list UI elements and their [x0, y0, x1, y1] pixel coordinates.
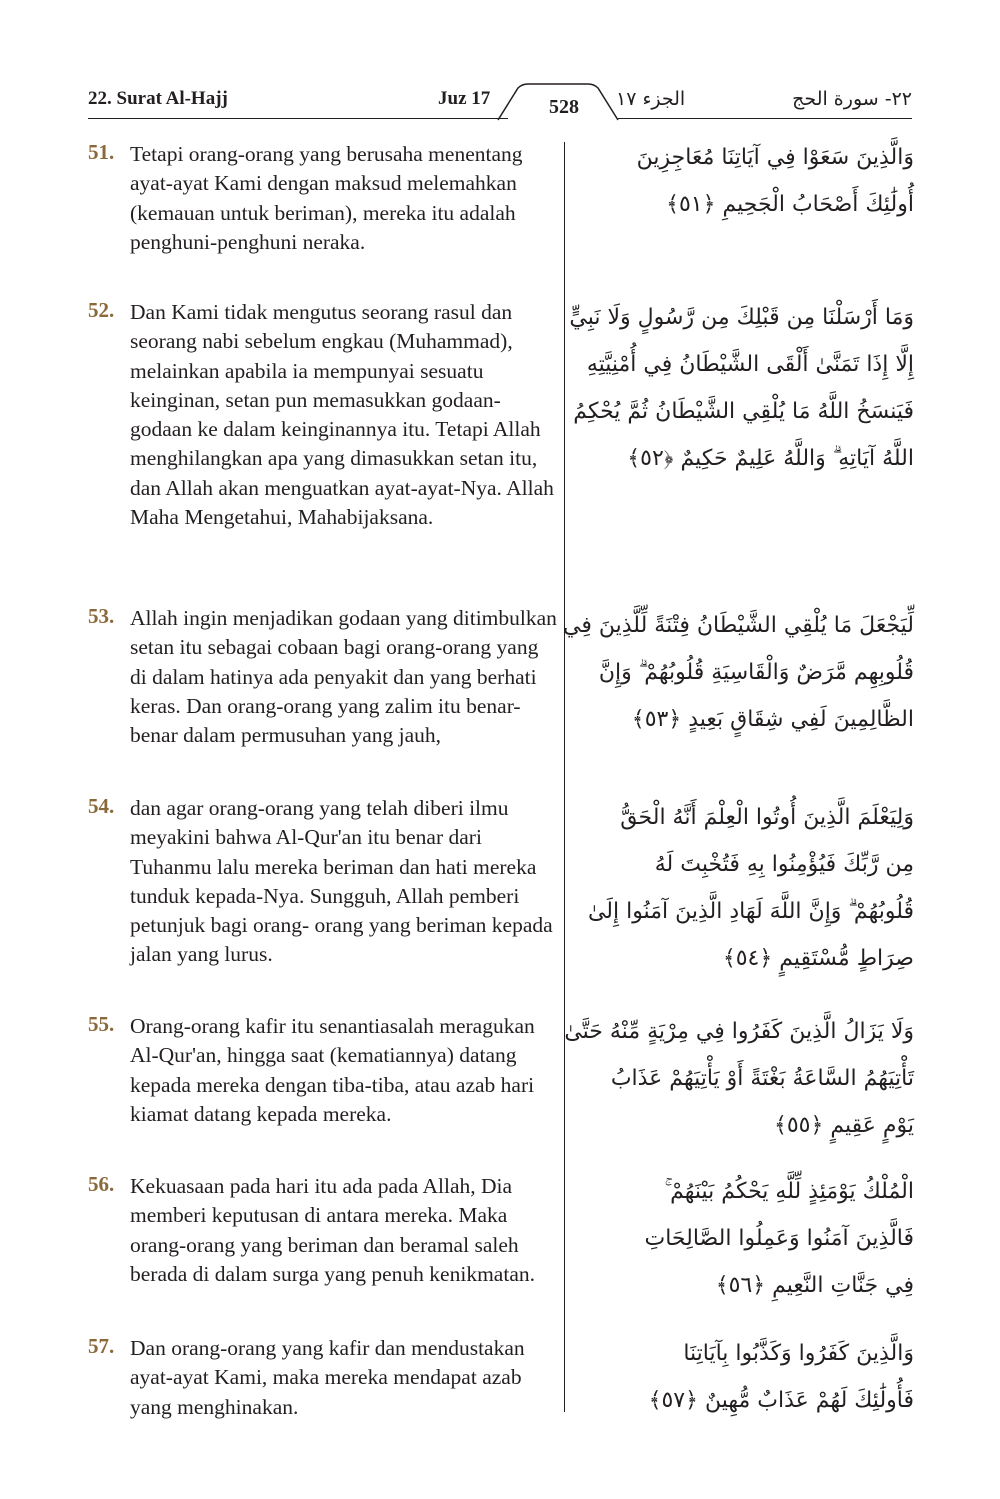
- header-rule-left: [88, 118, 508, 119]
- arabic-verse-52: [569, 294, 914, 482]
- juz-label: Juz 17: [438, 88, 491, 109]
- arabic-verse-56: [600, 1168, 914, 1309]
- juz-arabic: الجزء ١٧: [616, 88, 686, 110]
- arabic-line: فَيَنسَخُ اللَّهُ مَا يُلْقِي الشَّيْطَانُ ثُمَّ يُحْكِمُ: [573, 399, 914, 424]
- arabic-line: تَأْتِيَهُمُ السَّاعَةُ بَغْتَةً أَوْ يَأْتِيَهُمْ عَذَابُ: [610, 1066, 914, 1091]
- page-number: 528: [549, 96, 579, 118]
- verse-translation: Kekuasaan pada hari itu ada pada Allah, Dia memberi keputusan di antara mereka. Maka orang-orang yang beriman dan beramal saleh berada di dalam surga yang penuh kenikmatan.: [130, 1174, 535, 1286]
- arabic-line: فَأُولَٰئِكَ لَهُمْ عَذَابٌ مُّهِينٌ ﴿٥٧﴾: [648, 1388, 914, 1413]
- arabic-line: وَلِيَعْلَمَ الَّذِينَ أُوتُوا الْعِلْمَ أَنَّهُ الْحَقُّ: [620, 805, 914, 830]
- verse-number: 52.: [88, 298, 115, 322]
- verse-translation: Dan orang-orang yang kafir dan mendustakan ayat-ayat Kami, maka mereka mendapat azab yang menghinakan.: [130, 1336, 525, 1419]
- verse-number: 54.: [88, 794, 115, 818]
- arabic-line: الظَّالِمِينَ لَفِي شِقَاقٍ بَعِيدٍ ﴿٥٣﴾: [631, 707, 914, 732]
- arabic-line: اللَّهُ آيَاتِهِ ۗ وَاللَّهُ عَلِيمٌ حَكِيمٌ ﴿٥٢﴾: [627, 446, 914, 471]
- arabic-verse-54: [587, 794, 914, 982]
- header-rule-right: [618, 118, 912, 119]
- surah-label: 22. Surat Al-Hajj: [88, 88, 228, 109]
- arabic-line: فِي جَنَّاتِ النَّعِيمِ ﴿٥٦﴾: [715, 1273, 914, 1298]
- verse-number: 53.: [88, 604, 115, 628]
- verse-translation: dan agar orang-orang yang telah diberi ilmu meyakini bahwa Al-Qur'an itu benar dari Tuhanmu lalu mereka beriman dan hati mereka tunduk kepada-Nya. Sungguh, Allah pemberi petunjuk bagi orang- orang yang beriman kepada jalan yang lurus.: [130, 796, 553, 967]
- page-header: [88, 88, 912, 128]
- verse-translation: Orang-orang kafir itu senantiasalah meragukan Al-Qur'an, hingga saat (kematiannya) datang kepada mereka dengan tiba-tiba, atau azab hari kiamat datang kepada mereka.: [130, 1014, 535, 1126]
- verse-number: 55.: [88, 1012, 115, 1036]
- arabic-verse-55: [564, 1008, 914, 1149]
- arabic-line: يَوْمٍ عَقِيمٍ ﴿٥٥﴾: [773, 1113, 914, 1138]
- arabic-line: أُولَٰئِكَ أَصْحَابُ الْجَحِيمِ ﴿٥١﴾: [666, 192, 914, 217]
- arabic-line: فَالَّذِينَ آمَنُوا وَعَمِلُوا الصَّالِحَاتِ: [644, 1226, 914, 1251]
- arabic-verse-57: [600, 1330, 914, 1424]
- column-divider: [564, 142, 565, 1412]
- verse-translation: Dan Kami tidak mengutus seorang rasul dan seorang nabi sebelum engkau (Muhammad), melainkan apabila ia mempunyai sesuatu keinginan, setan pun memasukkan godaan-godaan ke dalam keinginannya itu. Tetapi Allah menghilangkan apa yang dimasukkan setan itu, dan Allah akan menguatkan ayat-ayat-Nya. Allah Maha Mengetahui, Mahabijaksana.: [130, 300, 554, 530]
- arabic-line: وَالَّذِينَ سَعَوْا فِي آيَاتِنَا مُعَاجِزِينَ: [636, 145, 914, 170]
- arabic-line: إِلَّا إِذَا تَمَنَّىٰ أَلْقَى الشَّيْطَانُ فِي أُمْنِيَّتِهِ: [586, 352, 914, 377]
- arabic-verse-51: [600, 134, 914, 228]
- arabic-line: قُلُوبِهِم مَّرَضٌ وَالْقَاسِيَةِ قُلُوبُهُمْ ۗ وَإِنَّ: [598, 660, 914, 685]
- arabic-verse-53: [563, 602, 914, 743]
- arabic-line: وَالَّذِينَ كَفَرُوا وَكَذَّبُوا بِآيَاتِنَا: [683, 1341, 914, 1366]
- verse-number: 57.: [88, 1334, 115, 1358]
- surah-arabic: ٢٢- سورة الحج: [792, 88, 912, 110]
- arabic-line: وَلَا يَزَالُ الَّذِينَ كَفَرُوا فِي مِرْيَةٍ مِّنْهُ حَتَّىٰ: [564, 1019, 914, 1044]
- arabic-line: وَمَا أَرْسَلْنَا مِن قَبْلِكَ مِن رَّسُولٍ وَلَا نَبِيٍّ: [569, 305, 914, 330]
- verse-translation: Tetapi orang-orang yang berusaha menentang ayat-ayat Kami dengan maksud melemahkan (kemauan untuk beriman), mereka itu adalah penghuni-penghuni neraka.: [130, 142, 523, 254]
- verse-number: 56.: [88, 1172, 115, 1196]
- arabic-line: صِرَاطٍ مُّسْتَقِيمٍ ﴿٥٤﴾: [722, 946, 914, 971]
- arabic-line: الْمُلْكُ يَوْمَئِذٍ لِّلَّهِ يَحْكُمُ بَيْنَهُمْ ۚ: [664, 1179, 914, 1204]
- arabic-line: مِن رَّبِّكَ فَيُؤْمِنُوا بِهِ فَتُخْبِتَ لَهُ: [654, 852, 914, 877]
- arabic-line: قُلُوبُهُمْ ۗ وَإِنَّ اللَّهَ لَهَادِ الَّذِينَ آمَنُوا إِلَىٰ: [587, 899, 914, 924]
- arabic-line: لِّيَجْعَلَ مَا يُلْقِي الشَّيْطَانُ فِتْنَةً لِّلَّذِينَ فِي: [563, 613, 914, 638]
- verse-number: 51.: [88, 140, 115, 164]
- verse-translation: Allah ingin menjadikan godaan yang ditimbulkan setan itu sebagai cobaan bagi orang-orang yang di dalam hatinya ada penyakit dan yang berhati keras. Dan orang-orang yang zalim itu benar-benar dalam permusuhan yang jauh,: [130, 606, 557, 748]
